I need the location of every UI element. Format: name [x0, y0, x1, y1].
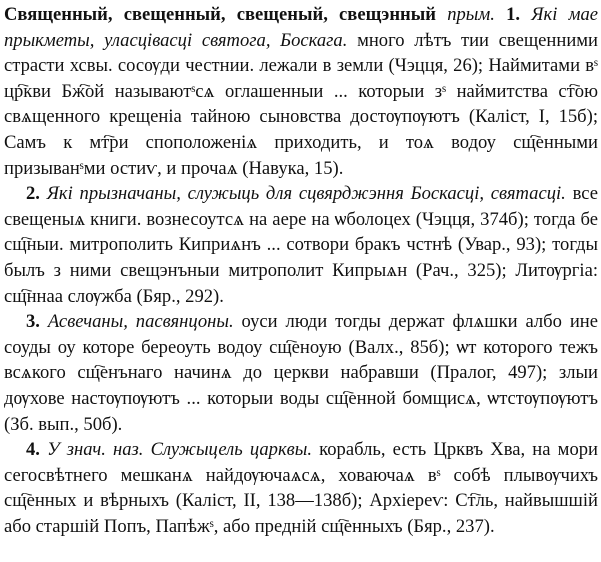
- sense-number-4: 4.: [26, 439, 40, 461]
- sense-definition-2: Які прызначаны, служыць для сцвярджэння Боскасці, святасці.: [46, 183, 566, 205]
- sense-citations-1: много лѣтъ тии свещенними страсти хсвы. сосѹди честнии. лежали в земли (Чэцця, 26); Наймитами вˢ цр҇кви Бж҇ой называютˢсѧ оглашенныи ... которыи зˢ наймитства ст҇ою свѧщенного крещенiа тайною сыновства достѹпѹютъ (Каліст, I, 15б); Самъ к мт҇ри споположенiѧ приходить, и тоѧ водоу сщ҇енными призыванˢми остиѵ, и прочаѧ (Навука, 15).: [4, 29, 598, 179]
- headword: Священный, свещенный, свещеный, свещэнный: [4, 4, 436, 25]
- entry-sense-3: [4, 309, 598, 437]
- sense-number-1: 1.: [506, 4, 521, 25]
- sense-definition-3: Асвечаны, пасвянцоны.: [47, 311, 234, 333]
- sense-definition-1: Які мае прыкметы, уласцівасці святога, Боскага.: [4, 4, 599, 51]
- sense-number-3: 3.: [26, 311, 40, 333]
- sense-citations-4: корабль, есть Црквъ Хва, на мори сегосвѣтнего мешканѧ найдѹючаѧсѧ, ховаючаѧ вˢ собѣ плывѹчихъ сщ҇енных и вѣрныхъ (Каліст, II, 138—138б); Архіереѵ: Ст҇ль, найвышшій або старшій Попъ, Папѣжˢ, або предній сщ҇енныхъ (Бяр., 237).: [4, 439, 598, 537]
- sense-citations-3: оуси люди тогды держат флѧшки албо ине соуды оу которе береоуть водоу сщ҇еноую (Валх., 85б); ѡт которого тежъ всѧкого сщ҇енънаго начинѧ до церкви набравши (Пралог, 497); злыи дѹхове настѹпѹютъ ... которыи воды сщ҇енной бомщисѧ, ѡтстѹпѹютъ (Зб. вып., 50б).: [4, 311, 598, 435]
- sense-definition-4: У знач. наз. Служыцель царквы.: [47, 439, 312, 461]
- sense-number-2: 2.: [26, 183, 40, 205]
- entry-sense-1: [4, 2, 598, 181]
- part-of-speech: прым.: [447, 4, 495, 25]
- entry-sense-4: [4, 437, 598, 539]
- entry-sense-2: [4, 181, 598, 309]
- sense-citations-2: все свещеныѧ книги. вознесоутсѧ на аере на ѡболоцех (Чэцця, 374б); тогда бе сщ҇ныи. митрополить Киприѧнъ ... сотвори бракъ чстнѣ (Увар., 93); тогды былъ з ними свещэнъныи митрополит Кипрыѧн (Рач., 325); Литѹргia: сщ҇ннаа слѹжба (Бяр., 292).: [4, 183, 598, 307]
